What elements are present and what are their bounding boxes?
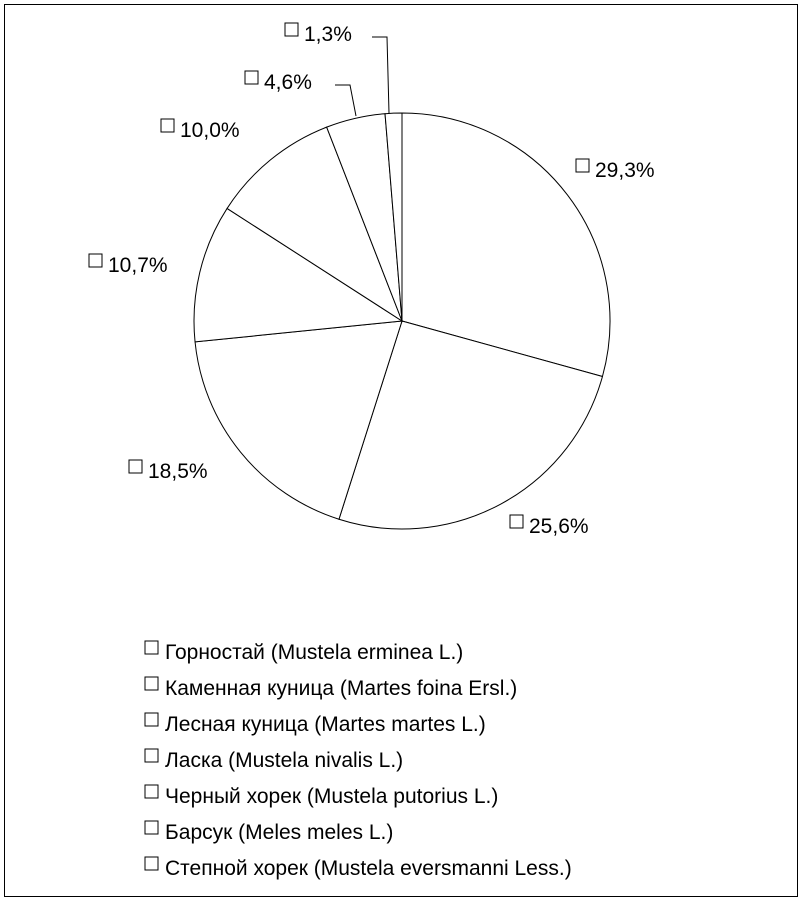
legend-key-box [145,785,158,798]
label-key-box [510,515,523,528]
legend-key-box [145,821,158,834]
label-key-box [576,159,589,172]
legend-entry-label: Степной хорек (Mustela eversmanni Less.) [165,857,572,880]
slice-percentage-label: 1,3% [304,23,352,46]
label-key-box [245,71,258,84]
legend-entry-label: Черный хорек (Mustela putorius L.) [165,785,499,808]
legend-key-box [145,857,158,870]
legend-key-box [145,677,158,690]
slice-percentage-label: 18,5% [148,460,208,483]
slice-percentage-label: 29,3% [595,159,655,182]
label-key-box [89,254,102,267]
pie-chart [5,5,799,898]
legend-key-box [145,749,158,762]
label-key-box [129,460,142,473]
legend-entry-label: Ласка (Mustela nivalis L.) [165,749,404,772]
legend [145,641,572,880]
legend-entry-label: Горностай (Mustela erminea L.) [165,641,464,664]
legend-key-box [145,641,158,654]
slice-percentage-label: 10,0% [180,119,240,142]
chart-frame [4,4,798,897]
legend-entry-label: Лесная куница (Martes martes L.) [165,713,486,736]
label-key-box [161,119,174,132]
pie-slices [194,113,610,529]
slice-percentage-label: 4,6% [264,71,312,94]
leader-line [335,85,356,116]
slice-percentage-label: 25,6% [529,515,589,538]
label-key-box [285,23,298,36]
leader-line [372,37,389,113]
legend-entry-label: Каменная куница (Martes foina Ersl.) [165,677,518,700]
legend-key-box [145,713,158,726]
slice-percentage-label: 10,7% [108,254,168,277]
legend-entry-label: Барсук (Meles meles L.) [165,821,394,844]
